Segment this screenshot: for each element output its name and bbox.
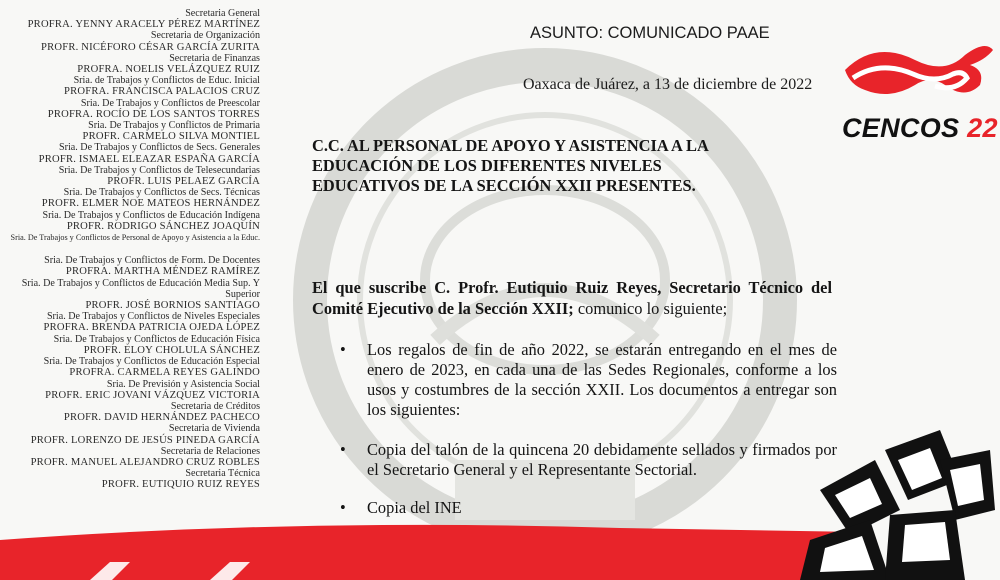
committee-role: Sria. De Trabajos y Conflictos de Educación Media Sup. Y Superior [21,277,260,300]
committee-role: Secretaria de Créditos [170,400,260,412]
committee-member-name: PROFR. DAVID HERNÁNDEZ PACHECO [63,412,260,424]
committee-member-name: PROFRA. NOELIS VELÁZQUEZ RUIZ [77,64,260,76]
list-item-text: Los regalos de fin de año 2022, se estarán entregando en el mes de enero de 2023, en cada una de las Sedes Regionales, conforme a los usos y costumbres de la sección XXII. Los documentos a entregar son los siguientes: [367,340,837,419]
committee-role: Sria. De Trabajos y Conflictos de Personal de Apoyo y Asistencia a la Educ. [10,233,260,243]
committee-member-name: PROFRA. CARMELA REYES GALINDO [69,367,260,379]
committee-role: Sria. De Trabajos y Conflictos de Secs. Técnicas [63,187,260,199]
brand-word: CENCOS [842,113,960,143]
committee-member-name: PROFR. NICÉFORO CÉSAR GARCÍA ZURITA [41,41,260,53]
committee-role: Sria. De Trabajos y Conflictos de Preescolar [80,97,260,109]
intro-rest: comunico lo siguiente; [573,298,728,318]
committee-role: Sria. De Trabajos y Conflictos de Primaria [88,120,260,132]
spacer [2,243,260,255]
committee-member-name: PROFR. LORENZO DE JESÚS PINEDA GARCÍA [30,434,260,446]
committee-member-name: PROFR. MANUEL ALEJANDRO CRUZ ROBLES [30,456,260,468]
brand-name [842,113,998,144]
intro-bold: El que suscribe C. Profr. Eutiquio Ruiz Reyes, Secretario Técnico del Comité Ejecutivo de la Sección XXII; [312,278,832,318]
committee-role: Secretaria de Vivienda [168,423,260,435]
committee-member-name: PROFR. CARMELO SILVA MONTIEL [82,131,260,143]
committee-member-name: PROFR. ELOY CHOLULA SÁNCHEZ [83,344,260,356]
list-item-text: Copia del INE [367,498,462,517]
committee-role: Sria. De Trabajos y Conflictos de Educación Especial [43,356,260,368]
committee-role: Sria. De Trabajos y Conflictos de Educación Física [53,333,260,345]
place-date: Oaxaca de Juárez, a 13 de diciembre de 2022 [523,76,813,93]
committee-member-name: PROFRA. YENNY ARACELY PÉREZ MARTÍNEZ [27,19,260,31]
committee-member-name: PROFRA. MARTHA MÉNDEZ RAMÍREZ [65,266,260,278]
committee-role: Sria. De Previsión y Asistencia Social [106,378,260,390]
committee-member-name: PROFR. EUTIQUIO RUIZ REYES [101,479,260,491]
committee-member-name: PROFR. RODRIGO SÁNCHEZ JOAQUÍN [66,220,260,232]
committee-member-name: PROFR. ELMER NOE MATEOS HERNÁNDEZ [41,198,260,210]
committee-member-name: PROFR. JOSÉ BORNIOS SANTIAGO [85,300,260,312]
committee-member-name: PROFRA. FRANCISCA PALACIOS CRUZ [64,86,260,98]
committee-member-name: PROFR. ERIC JOVANI VÁZQUEZ VICTORIA [45,389,260,401]
committee-member-name: PROFR. ISMAEL ELEAZAR ESPAÑA GARCÍA [38,153,260,165]
committee-role: Secretaria General [185,8,260,19]
committee-role: Sria. De Trabajos y Conflictos de Telesecundarias [58,164,260,176]
committee-member-name: PROFR. LUIS PELAEZ GARCÍA [107,176,260,188]
committee-role: Sria. de Trabajos y Conflictos de Educ. Inicial [73,75,260,87]
list-item-text: Copia del talón de la quincena 20 debidamente sellados y firmados por el Secretario General y el Representante Sectorial. [367,440,837,479]
committee-role: Sria. De Trabajos y Conflictos de Form. De Docentes [44,255,260,267]
committee-role: Sria. De Trabajos y Conflictos de Secs. Generales [59,142,260,154]
raised-fist-icon [790,420,1000,580]
bullet-icon: • [340,340,346,359]
intro-paragraph [312,278,832,319]
committee-role: Secretaria de Organización [150,30,260,42]
committee-role: Secretaria de Relaciones [160,445,260,457]
committee-member-name: PROFRA. BRENDA PATRICIA OJEDA LÓPEZ [43,322,260,334]
committee-role: Secretaria Técnica [185,468,260,480]
brand-number: 22 [967,113,998,143]
bullet-icon: • [340,498,346,517]
committee-role: Secretaria de Finanzas [169,52,260,64]
bullet-icon: • [340,440,346,459]
committee-role: Sria. De Trabajos y Conflictos de Educación Indígena [42,209,260,221]
subject-line: ASUNTO: COMUNICADO PAAE [530,24,770,42]
addressee-block: C.C. AL PERSONAL DE APOYO Y ASISTENCIA A LA EDUCACIÓN DE LOS DIFERENTES NIVELES EDUCATIVOS DE LA SECCIÓN XXII PRESENTES. [312,136,708,195]
committee-member-name: PROFRA. ROCÍO DE LOS SANTOS TORRES [47,108,260,120]
committee-role: Sria. De Trabajos y Conflictos de Niveles Especiales [46,311,260,323]
committee-list [2,8,260,491]
